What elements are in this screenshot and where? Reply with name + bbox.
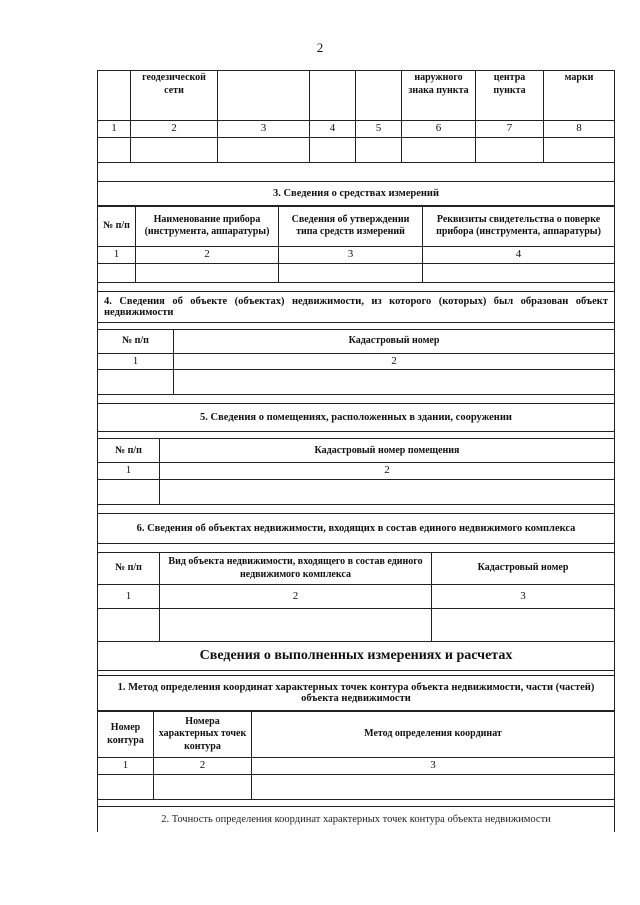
header-cell: наружного знака пункта: [402, 71, 476, 121]
header-cell: геодезической сети: [131, 71, 218, 121]
column-number: 3: [218, 121, 310, 138]
table-cell[interactable]: [252, 774, 615, 799]
table-cell[interactable]: [131, 137, 218, 162]
column-number: 6: [402, 121, 476, 138]
table-cell[interactable]: [98, 370, 174, 395]
premises-table: [97, 438, 615, 505]
column-number: 1: [98, 758, 154, 775]
column-number: 1: [98, 463, 160, 480]
section-gap: [97, 395, 615, 403]
column-number: 2: [131, 121, 218, 138]
section-gap: [97, 283, 615, 291]
column-number: 1: [98, 246, 136, 263]
header-cell: Реквизиты свидетельства о поверке прибора (инструмента, аппаратуры): [423, 206, 615, 246]
column-number: 8: [544, 121, 615, 138]
header-cell: Метод определения координат: [252, 712, 615, 758]
measurements-subtitle-2: 2. Точность определения координат характерных точек контура объекта недвижимости: [97, 806, 615, 832]
section-gap: [97, 163, 615, 181]
table-cell[interactable]: [402, 137, 476, 162]
header-cell: Вид объекта недвижимости, входящего в состав единого недвижимого комплекса: [160, 553, 432, 585]
header-cell: марки: [544, 71, 615, 121]
measurements-subtitle-1: 1. Метод определения координат характерных точек контура объекта недвижимости, части (частей) объекта недвижимости: [97, 675, 615, 711]
section6-title: 6. Сведения об объектах недвижимости, входящих в состав единого недвижимого комплекса: [97, 513, 615, 544]
header-cell: Номер контура: [98, 712, 154, 758]
header-cell: Кадастровый номер: [432, 553, 615, 585]
table-cell[interactable]: [218, 137, 310, 162]
page-number: 2: [316, 40, 324, 55]
column-number: 2: [154, 758, 252, 775]
column-number: 5: [356, 121, 402, 138]
complex-objects-table: [97, 552, 615, 642]
table-cell[interactable]: [356, 137, 402, 162]
table-cell[interactable]: [279, 263, 423, 282]
column-number: 4: [423, 246, 615, 263]
column-number: 1: [98, 121, 131, 138]
table-cell[interactable]: [174, 370, 615, 395]
column-number: 2: [160, 463, 615, 480]
column-number: 2: [136, 246, 279, 263]
section5-title: 5. Сведения о помещениях, расположенных в здании, сооружении: [97, 403, 615, 432]
column-number: 1: [98, 353, 174, 370]
header-cell: центра пункта: [476, 71, 544, 121]
header-cell: [310, 71, 356, 121]
header-cell: № п/п: [98, 206, 136, 246]
document-form: [97, 70, 615, 832]
table-cell[interactable]: [160, 480, 615, 505]
header-cell: Кадастровый номер помещения: [160, 439, 615, 463]
table-cell[interactable]: [423, 263, 615, 282]
column-number: 3: [252, 758, 615, 775]
column-number: 2: [160, 585, 432, 609]
column-number: 3: [279, 246, 423, 263]
table-cell[interactable]: [432, 609, 615, 642]
table-cell[interactable]: [544, 137, 615, 162]
header-cell: Кадастровый номер: [174, 329, 615, 353]
table-cell[interactable]: [160, 609, 432, 642]
header-cell: Номера характерных точек контура: [154, 712, 252, 758]
column-number: 2: [174, 353, 615, 370]
header-cell: [356, 71, 402, 121]
table-cell[interactable]: [476, 137, 544, 162]
table-cell[interactable]: [98, 480, 160, 505]
section-gap: [97, 544, 615, 552]
column-number: 4: [310, 121, 356, 138]
section4-title: 4. Сведения об объекте (объектах) недвижимости, из которого (которых) был образован объект недвижимости: [97, 291, 615, 323]
table-cell[interactable]: [98, 263, 136, 282]
table-cell[interactable]: [136, 263, 279, 282]
measurements-title: Сведения о выполненных измерениях и расчетах: [97, 642, 615, 671]
table-cell[interactable]: [98, 609, 160, 642]
header-cell: Сведения об утверждении типа средств измерений: [279, 206, 423, 246]
column-number: 1: [98, 585, 160, 609]
header-cell: № п/п: [98, 329, 174, 353]
column-number: 3: [432, 585, 615, 609]
source-objects-table: [97, 329, 615, 396]
header-cell: № п/п: [98, 439, 160, 463]
measurement-instruments-table: [97, 206, 615, 283]
header-cell: [218, 71, 310, 121]
table-cell[interactable]: [310, 137, 356, 162]
column-number: 7: [476, 121, 544, 138]
header-cell: Наименование прибора (инструмента, аппаратуры): [136, 206, 279, 246]
coordinate-method-table: [97, 711, 615, 800]
table-cell[interactable]: [98, 137, 131, 162]
table-cell[interactable]: [98, 774, 154, 799]
table-cell[interactable]: [154, 774, 252, 799]
header-cell: [98, 71, 131, 121]
header-cell: № п/п: [98, 553, 160, 585]
section3-title: 3. Сведения о средствах измерений: [97, 181, 615, 206]
section-gap: [97, 505, 615, 513]
geodetic-network-table: [97, 70, 615, 163]
